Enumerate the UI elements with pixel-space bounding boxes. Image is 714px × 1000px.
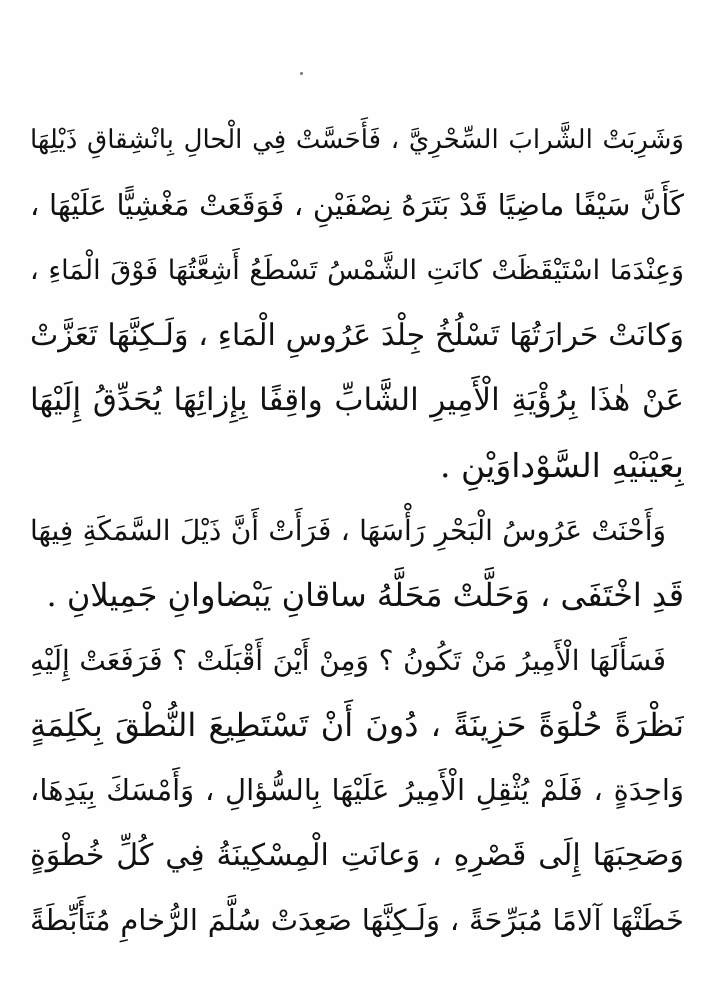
- ink-speck: [300, 72, 303, 75]
- text-line: وَاحِدَةٍ ، فَلَمْ يُثْقِلِ الْأَمِيرُ عَلَيْهَا بِالسُّؤالِ ، وَأَمْسَكَ بِيَدِهَا،: [30, 773, 684, 807]
- text-line: وَصَحِبَهَا إِلَى قَصْرِهِ ، وَعانَتِ الْمِسْكِينَةُ فِي كُلِّ خُطْوَةٍ: [30, 838, 684, 873]
- text-line: عَنْ هٰذَا بِرُؤْيَةِ الْأَمِيرِ الشَّابِّ واقِفًا بِإِزائِهَا يُحَدِّقُ إِلَيْهَا: [30, 382, 684, 418]
- text-line: بِعَيْنَيْهِ السَّوْداوَيْنِ .: [440, 446, 684, 485]
- text-line: وَشَرِبَتْ الشَّرابَ السِّحْرِيَّ ، فَأَحَسَّتْ فِي الْحالِ بِانْشِقاقِ ذَيْلِهَا: [30, 125, 684, 155]
- arabic-text-block: [30, 108, 684, 953]
- text-line: كَأَنَّ سَيْفًا ماضِيًا قَدْ بَتَرَهُ نِصْفَيْنِ ، فَوَقَعَتْ مَغْشِيًّا عَلَيْهَا ،: [30, 188, 684, 222]
- text-line: خَطَتْهَا آلامًا مُبَرِّحَةً ، وَلَـكِنَّهَا صَعِدَتْ سُلَّمَ الرُّخامِ مُتَأَبِّطَةً: [30, 903, 684, 937]
- text-line: نَظْرَةً حُلْوَةً حَزِينَةً ، دُونَ أَنْ تَسْتَطِيعَ النُّطْقَ بِكَلِمَةٍ: [30, 706, 684, 744]
- text-line: قَدِ اخْتَفَى ، وَحَلَّتْ مَحَلَّهُ ساقانِ يَبْضاوانِ جَمِيلانِ .: [46, 576, 684, 614]
- text-line: فَسَأَلَهَا الْأَمِيرُ مَنْ تَكُونُ ؟ وَمِنْ أَيْنَ أَقْبَلَتْ ؟ فَرَفَعَتْ إِلَيْهِ: [30, 644, 666, 677]
- text-line: وَأَحْنَتْ عَرُوسُ الْبَحْرِ رَأْسَهَا ، فَرَأَتْ أَنَّ ذَيْلَ السَّمَكَةِ فِيهَا: [30, 514, 666, 547]
- text-line: وَعِنْدَمَا اسْتَيْقَظَتْ كانَتِ الشَّمْسُ تَسْطَعُ أَشِعَّتُهَا فَوْقَ الْمَاءِ ،: [30, 255, 684, 286]
- text-line: وَكانَتْ حَرارَتُهَا تَسْلُخُ جِلْدَ عَرُوسِ الْمَاءِ ، وَلَـكِنَّهَا تَعَزَّتْ: [30, 318, 684, 353]
